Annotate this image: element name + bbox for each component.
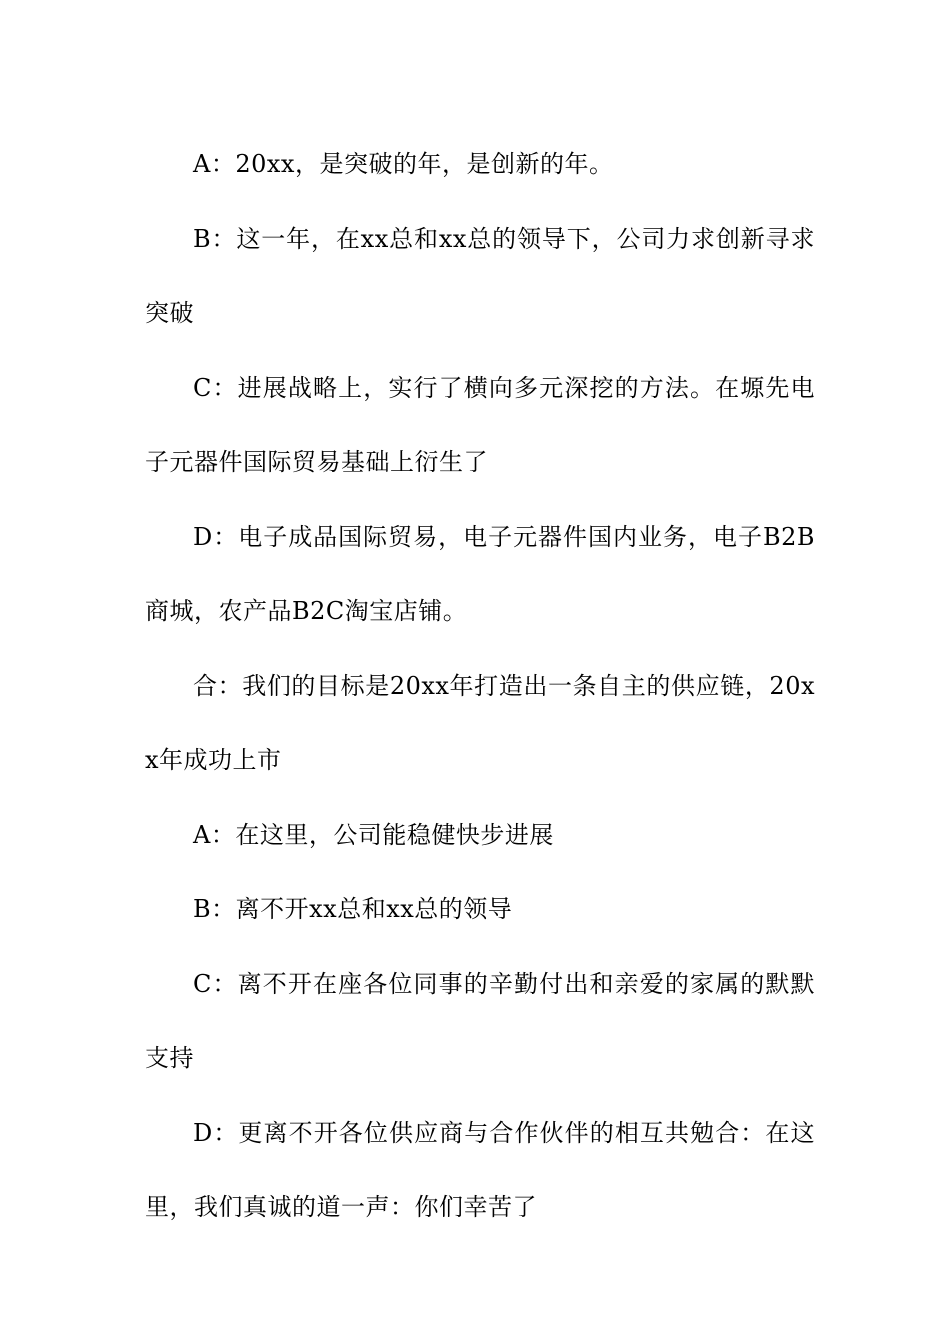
paragraph: A：在这里，公司能稳健快步进展 bbox=[193, 820, 554, 849]
paragraph: B：离不开xx总和xx总的领导 bbox=[193, 895, 513, 923]
document-body bbox=[145, 127, 815, 1245]
paragraph: D：更离不开各位供应商与合作伙伴的相互共勉合：在这里，我们真诚的道一声：你们幸苦了 bbox=[145, 1118, 815, 1221]
paragraph: B：这一年，在xx总和xx总的领导下，公司力求创新寻求突破 bbox=[145, 224, 815, 327]
paragraph: 合：我们的目标是20xx年打造出一条自主的供应链，20xx年成功上市 bbox=[145, 671, 815, 774]
paragraph: A：20xx，是突破的年，是创新的年。 bbox=[193, 150, 614, 178]
paragraph: C：进展战略上，实行了横向多元深挖的方法。在塬先电子元器件国际贸易基础上衍生了 bbox=[145, 373, 815, 476]
paragraph: C：离不开在座各位同事的辛勤付出和亲爱的家属的默默支持 bbox=[145, 969, 815, 1072]
paragraph: D：电子成品国际贸易，电子元器件国内业务，电子B2B商城，农产品B2C淘宝店铺。 bbox=[145, 522, 815, 625]
